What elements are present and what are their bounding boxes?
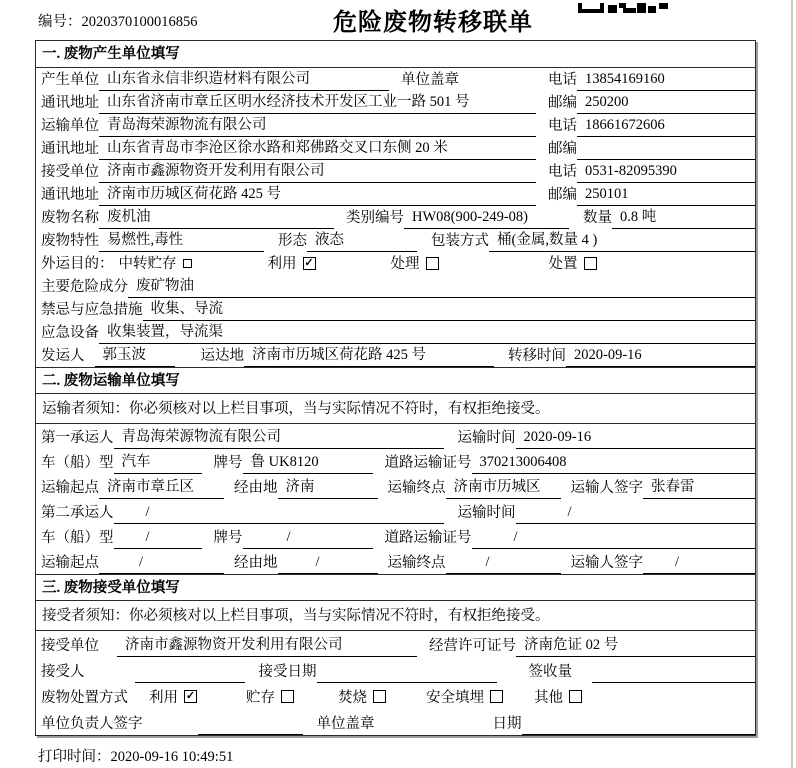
vehicle-type-1-label: 车（船）型 [41, 455, 114, 471]
producer-address-label: 通讯地址 [41, 95, 99, 111]
vehicle-type-2-label: 车（船）型 [41, 530, 114, 546]
print-time-label: 打印时间： [38, 749, 111, 765]
disposal-utilize-checkbox: ✓ [185, 689, 196, 702]
print-time-value: 2020-09-16 10:49:51 [110, 749, 234, 765]
print-time-line [38, 745, 233, 766]
receive-date-label: 接受日期 [258, 664, 317, 680]
disposal-storage-checkbox [281, 690, 294, 703]
disposal-landfill-checkbox [490, 690, 503, 703]
section-receiver [36, 574, 755, 735]
end-1-label: 运输终点 [387, 480, 446, 496]
vehicle-type-1-value: 汽车 [114, 450, 202, 474]
transport-time-1-label: 运输时间 [457, 430, 516, 446]
row-responsible-sign [36, 709, 755, 735]
transporter-notice: 运输者须知：你必须核对以上栏目事项，当与实际情况不符时，有权拒绝接受。 [36, 394, 755, 424]
transport-time-2-label: 运输时间 [457, 505, 516, 521]
receiver-phone-value: 0531-82095390 [577, 163, 755, 183]
responsible-sign-label: 单位负责人签字 [41, 716, 143, 732]
form-state-label: 形态 [278, 233, 307, 249]
transport-unit-value: 青岛海荣源物流有限公司 [99, 113, 536, 137]
taboo-measures-value: 收集、导流 [143, 297, 756, 321]
row-receiving-unit [36, 631, 755, 657]
receiving-unit-value: 济南市鑫源物资开发利用有限公司 [117, 633, 417, 657]
purpose-treat-checkbox [426, 257, 439, 270]
receive-date-value [317, 680, 497, 683]
via-2-label: 经由地 [234, 555, 278, 571]
producer-phone-label: 电话 [548, 72, 577, 88]
disposal-other-checkbox [569, 690, 582, 703]
waste-name-value: 废机油 [99, 205, 334, 229]
taboo-measures-label: 禁忌与应急措施 [41, 302, 143, 318]
via-2-value: / [278, 554, 378, 574]
origin-2-label: 运输起点 [41, 555, 99, 571]
row-second-carrier [36, 499, 755, 524]
disposal-other-label: 其他 [534, 690, 563, 706]
road-license-1-value: 370213006408 [472, 454, 756, 474]
row-vehicle-2 [36, 524, 755, 549]
operate-license-label: 经营许可证号 [429, 638, 516, 654]
section-2-header: 二. 废物运输单位填写 [36, 367, 755, 394]
row-route-2 [36, 549, 755, 574]
page-edge-line [791, 0, 793, 768]
section-3-header: 三. 废物接受单位填写 [36, 574, 755, 601]
receiver-phone-label: 电话 [548, 164, 577, 180]
plate-2-value: / [243, 529, 373, 549]
purpose-dispose-label: 处置 [548, 256, 578, 272]
row-recipient [36, 657, 755, 683]
row-receiver-unit [36, 160, 755, 183]
receiver-unit-value: 济南市鑫源物资开发利用有限公司 [99, 159, 536, 183]
row-waste-name [36, 206, 755, 229]
row-transport-unit [36, 114, 755, 137]
disposal-incinerate-checkbox [373, 690, 386, 703]
origin-1-label: 运输起点 [41, 480, 99, 496]
row-emergency-equipment [36, 321, 755, 344]
purpose-utilize-checkbox: ✓ [304, 257, 314, 269]
producer-zip-value: 250200 [577, 94, 755, 114]
hazard-component-value: 废矿物油 [128, 274, 755, 298]
responsible-sign-value [198, 732, 303, 735]
transport-phone-label: 电话 [548, 118, 577, 134]
producer-unit-value: 山东省永信非织造材料有限公司 [99, 67, 389, 91]
carrier-sign-2-label: 运输人签字 [570, 555, 643, 571]
first-carrier-value: 青岛海荣源物流有限公司 [114, 425, 444, 449]
plate-1-value: 鲁 UK8120 [243, 450, 373, 474]
purpose-dispose-checkbox [584, 257, 597, 270]
second-carrier-label: 第二承运人 [41, 505, 114, 521]
carrier-sign-2-value: / [643, 554, 755, 574]
disposal-landfill-label: 安全填埋 [426, 690, 484, 706]
section-producer [36, 41, 755, 367]
page-title: 危险废物转移联单 [333, 10, 533, 36]
transport-zip-value [577, 157, 755, 160]
disposal-storage-label: 贮存 [246, 690, 275, 706]
carrier-sign-1-value: 张春雷 [643, 475, 755, 499]
plate-1-label: 牌号 [213, 455, 243, 471]
receiver-notice: 接受者须知：你必须核对以上栏目事项，当与实际情况不符时，有权拒绝接受。 [36, 601, 755, 631]
row-disposal-method [36, 683, 755, 709]
transport-zip-label: 邮编 [548, 141, 577, 157]
end-2-label: 运输终点 [387, 555, 446, 571]
origin-1-value: 济南市章丘区 [99, 475, 224, 499]
disposal-incinerate-label: 焚烧 [338, 690, 367, 706]
disposal-method-label: 废物处置方式 [41, 690, 128, 706]
receiver-zip-value: 250101 [577, 186, 755, 206]
receiver-address-label: 通讯地址 [41, 187, 99, 203]
transfer-form-table [35, 40, 756, 736]
row-receiver-address [36, 183, 755, 206]
transport-phone-value: 18661672606 [577, 117, 755, 137]
transfer-time-value: 2020-09-16 [566, 347, 755, 367]
category-code-label: 类别编号 [346, 210, 404, 226]
date-value [522, 732, 756, 735]
serial-number-line [38, 10, 198, 31]
producer-unit-label: 产生单位 [41, 72, 99, 88]
packaging-label: 包装方式 [431, 233, 489, 249]
destination-label: 运达地 [200, 348, 244, 364]
date-label: 日期 [492, 716, 522, 732]
unit-seal-label: 单位盖章 [401, 72, 459, 88]
row-transfer-purpose [36, 252, 755, 275]
purpose-transit-storage-checkbox [183, 259, 192, 268]
receiver-address-value: 济南市历城区荷花路 425 号 [99, 182, 536, 206]
row-first-carrier [36, 424, 755, 449]
quantity-label: 数量 [583, 210, 612, 226]
destination-value: 济南市历城区荷花路 425 号 [244, 343, 494, 367]
origin-2-value: / [99, 554, 224, 574]
transport-unit-label: 运输单位 [41, 118, 99, 134]
received-qty-value [592, 680, 755, 683]
receiver-zip-label: 邮编 [548, 187, 577, 203]
emergency-equipment-value: 收集装置，导流渠 [99, 320, 755, 344]
serial-value: 2020370100016856 [81, 14, 198, 30]
shipper-label: 发运人 [41, 348, 85, 364]
section-transporter [36, 367, 755, 574]
purpose-utilize-label: 利用 [267, 256, 297, 272]
row-hazard-component [36, 275, 755, 298]
emergency-equipment-label: 应急设备 [41, 325, 99, 341]
serial-label: 编号： [38, 14, 82, 30]
transfer-time-label: 转移时间 [508, 348, 566, 364]
operate-license-value: 济南危证 02 号 [516, 633, 755, 657]
disposal-utilize-label: 利用 [149, 690, 178, 706]
road-license-2-label: 道路运输证号 [384, 530, 472, 546]
carrier-sign-1-label: 运输人签字 [570, 480, 643, 496]
row-shipper [36, 344, 755, 367]
road-license-1-label: 道路运输证号 [384, 455, 472, 471]
form-state-value: 液态 [307, 228, 417, 252]
hazard-component-label: 主要危险成分 [41, 279, 128, 295]
road-license-2-value: / [472, 529, 756, 549]
via-1-label: 经由地 [234, 480, 278, 496]
received-qty-label: 签收量 [528, 664, 572, 680]
category-code-value: HW08(900-249-08) [404, 209, 569, 229]
row-producer-address [36, 91, 755, 114]
recipient-value [135, 680, 245, 683]
transfer-purpose-label: 外运目的： [41, 256, 114, 272]
producer-phone-value: 13854169160 [577, 71, 755, 91]
first-carrier-label: 第一承运人 [41, 430, 114, 446]
row-vehicle-1 [36, 449, 755, 474]
row-producer-unit [36, 68, 755, 91]
waste-name-label: 废物名称 [41, 210, 99, 226]
row-transport-address [36, 137, 755, 160]
receiver-unit-label: 接受单位 [41, 164, 99, 180]
waste-property-value: 易燃性,毒性 [99, 228, 264, 252]
purpose-transit-storage-label: 中转贮存 [118, 256, 177, 272]
shipper-value: 郭玉波 [95, 343, 175, 367]
unit-seal-2-label: 单位盖章 [316, 716, 375, 732]
row-route-1 [36, 474, 755, 499]
quantity-value: 0.8 吨 [612, 205, 755, 229]
transport-time-2-value: / [516, 504, 756, 524]
recipient-label: 接受人 [41, 664, 85, 680]
packaging-value: 桶(金属,数量 4 ) [489, 228, 755, 252]
via-1-value: 济南 [278, 475, 378, 499]
receiving-unit-label: 接受单位 [41, 638, 99, 654]
producer-zip-label: 邮编 [548, 95, 577, 111]
qr-code-fragment [578, 0, 668, 18]
plate-2-label: 牌号 [213, 530, 243, 546]
transport-address-label: 通讯地址 [41, 141, 99, 157]
transport-address-value: 山东省青岛市李沧区徐水路和郑佛路交叉口东侧 20 米 [99, 136, 536, 160]
second-carrier-value: / [114, 504, 444, 524]
waste-property-label: 废物特性 [41, 233, 99, 249]
row-waste-property [36, 229, 755, 252]
purpose-treat-label: 处理 [390, 256, 420, 272]
end-2-value: / [446, 554, 561, 574]
transport-time-1-value: 2020-09-16 [516, 429, 756, 449]
end-1-value: 济南市历城区 [446, 475, 561, 499]
row-taboo-measures [36, 298, 755, 321]
vehicle-type-2-value: / [114, 529, 202, 549]
producer-address-value: 山东省济南市章丘区明水经济技术开发区工业一路 501 号 [99, 90, 536, 114]
section-1-header: 一. 废物产生单位填写 [36, 41, 755, 68]
